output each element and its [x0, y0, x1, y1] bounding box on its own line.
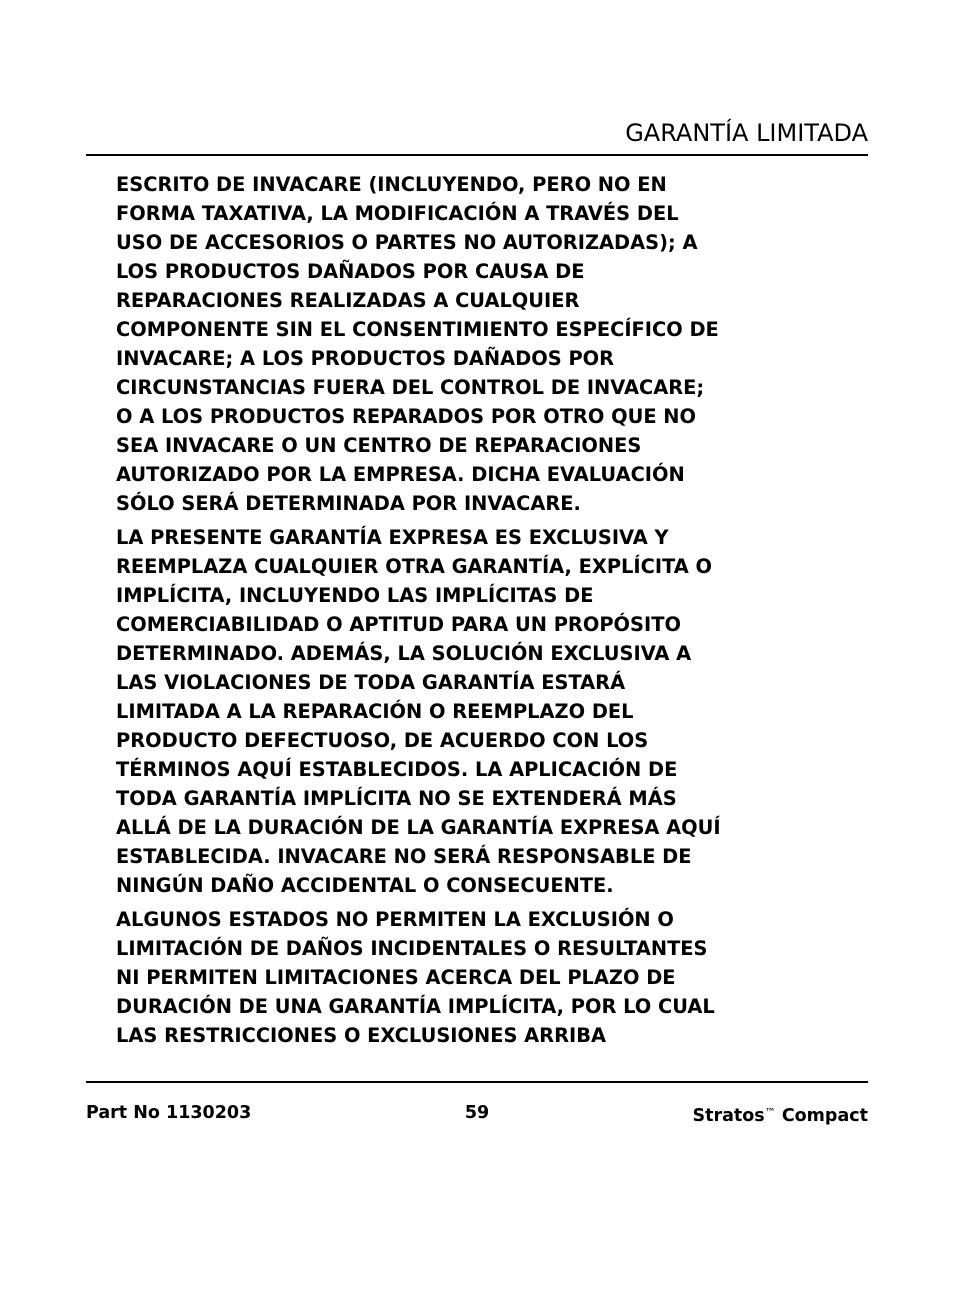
- warranty-paragraph-1: [116, 170, 846, 518]
- text-line: REPARACIONES REALIZADAS A CUALQUIER: [116, 289, 580, 312]
- text-line: CIRCUNSTANCIAS FUERA DEL CONTROL DE INVACARE;: [116, 376, 705, 399]
- text-line: NI PERMITEN LIMITACIONES ACERCA DEL PLAZO DE: [116, 966, 676, 989]
- text-line: INVACARE; A LOS PRODUCTOS DAÑADOS POR: [116, 347, 615, 370]
- header-divider: [86, 154, 868, 156]
- text-line: LA PRESENTE GARANTÍA EXPRESA ES EXCLUSIVA Y: [116, 526, 669, 549]
- text-line: LIMITACIÓN DE DAÑOS INCIDENTALES O RESULTANTES: [116, 937, 708, 960]
- text-line: LAS RESTRICCIONES O EXCLUSIONES ARRIBA: [116, 1024, 607, 1047]
- text-line: LAS VIOLACIONES DE TODA GARANTÍA ESTARÁ: [116, 671, 626, 694]
- trademark-symbol: ™: [764, 1106, 776, 1119]
- text-line: DETERMINADO. ADEMÁS, LA SOLUCIÓN EXCLUSIVA A: [116, 642, 692, 665]
- product-brand: Stratos: [692, 1106, 765, 1126]
- text-line: REEMPLAZA CUALQUIER OTRA GARANTÍA, EXPLÍCITA O: [116, 555, 713, 578]
- warranty-paragraph-2: [116, 523, 846, 900]
- text-line: SEA INVACARE O UN CENTRO DE REPARACIONES: [116, 434, 642, 457]
- text-line: PRODUCTO DEFECTUOSO, DE ACUERDO CON LOS: [116, 729, 649, 752]
- footer-divider: [86, 1081, 868, 1083]
- warranty-body: [116, 170, 846, 1050]
- product-name: [693, 1100, 869, 1129]
- text-line: AUTORIZADO POR LA EMPRESA. DICHA EVALUACIÓN: [116, 463, 685, 486]
- text-line: NINGÚN DAÑO ACCIDENTAL O CONSECUENTE.: [116, 874, 614, 897]
- part-number: Part No 1130203: [86, 1103, 252, 1123]
- text-line: COMERCIABILIDAD O APTITUD PARA UN PROPÓSITO: [116, 613, 681, 636]
- text-line: USO DE ACCESORIOS O PARTES NO AUTORIZADAS); A: [116, 231, 698, 254]
- text-line: DURACIÓN DE UNA GARANTÍA IMPLÍCITA, POR LO CUAL: [116, 995, 715, 1018]
- text-line: LIMITADA A LA REPARACIÓN O REEMPLAZO DEL: [116, 700, 634, 723]
- section-title: GARANTÍA LIMITADA: [625, 119, 868, 147]
- page-number: 59: [464, 1103, 490, 1123]
- text-line: LOS PRODUCTOS DAÑADOS POR CAUSA DE: [116, 260, 585, 283]
- text-line: O A LOS PRODUCTOS REPARADOS POR OTRO QUE NO: [116, 405, 697, 428]
- text-line: TÉRMINOS AQUÍ ESTABLECIDOS. LA APLICACIÓN DE: [116, 758, 678, 781]
- text-line: FORMA TAXATIVA, LA MODIFICACIÓN A TRAVÉS DEL: [116, 202, 679, 225]
- text-line: ALLÁ DE LA DURACIÓN DE LA GARANTÍA EXPRESA AQUÍ: [116, 816, 721, 839]
- text-line: COMPONENTE SIN EL CONSENTIMIENTO ESPECÍFICO DE: [116, 318, 719, 341]
- text-line: ALGUNOS ESTADOS NO PERMITEN LA EXCLUSIÓN O: [116, 908, 674, 931]
- text-line: TODA GARANTÍA IMPLÍCITA NO SE EXTENDERÁ MÁS: [116, 787, 677, 810]
- page-footer: [86, 1100, 868, 1126]
- text-line: ESCRITO DE INVACARE (INCLUYENDO, PERO NO EN: [116, 173, 667, 196]
- text-line: SÓLO SERÁ DETERMINADA POR INVACARE.: [116, 492, 581, 515]
- text-line: ESTABLECIDA. INVACARE NO SERÁ RESPONSABLE DE: [116, 845, 692, 868]
- text-line: IMPLÍCITA, INCLUYENDO LAS IMPLÍCITAS DE: [116, 584, 594, 607]
- warranty-paragraph-3: [116, 905, 846, 1050]
- product-model: Compact: [781, 1106, 868, 1126]
